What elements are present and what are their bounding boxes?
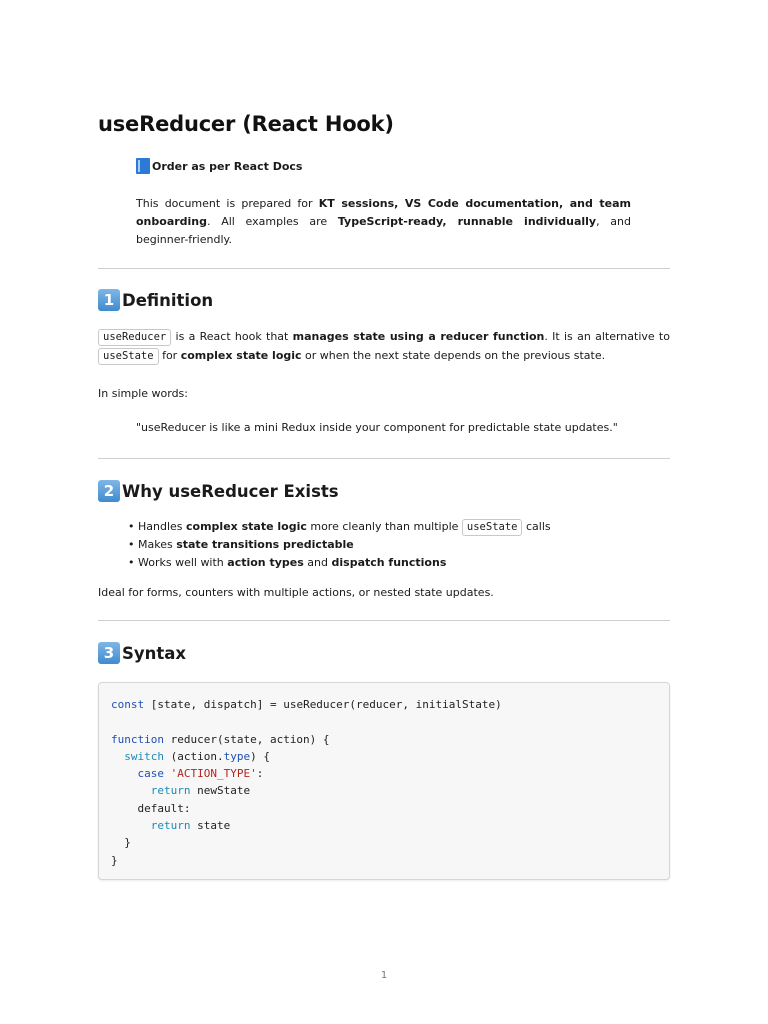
definition-text: . It is an alternative to [544, 330, 670, 343]
code-text: ) { [250, 749, 270, 763]
list-item [128, 554, 551, 572]
code-property: type [223, 749, 251, 763]
subtitle-line [136, 158, 302, 174]
bullet-text: calls [522, 520, 551, 533]
code-text: [state, dispatch] = useReducer(reducer, initialState) [144, 698, 502, 711]
code-text: (action. [164, 749, 224, 763]
bullet-text: • Works well with [128, 555, 228, 569]
code-block[interactable] [98, 682, 670, 880]
code-keyword: case [137, 767, 164, 781]
keycap-one-icon: 1 [98, 289, 120, 311]
intro-paragraph [136, 195, 631, 249]
inline-code: useState [98, 348, 159, 365]
code-keyword: function [111, 732, 164, 746]
why-bullet-list [128, 518, 551, 571]
code-keyword: const [111, 698, 145, 711]
definition-text: is a React hook that [171, 330, 293, 343]
code-text: : [256, 767, 264, 781]
code-string: 'ACTION_TYPE' [170, 767, 257, 781]
definition-text: for [158, 349, 181, 362]
bullet-text: and [303, 555, 332, 569]
section-heading-definition [98, 289, 213, 311]
section-heading-why [98, 480, 339, 502]
section-title: Definition [122, 290, 214, 310]
code-keyword: return [150, 819, 191, 833]
code-text: reducer(state, action) { [163, 732, 330, 746]
blue-book-icon [136, 158, 150, 174]
intro-text: , and beginner-friendly. [136, 215, 631, 246]
bullet-bold: action types [227, 555, 304, 569]
page-title: useReducer (React Hook) [98, 112, 394, 136]
ideal-for-text: Ideal for forms, counters with multiple actions, or nested state updates. [98, 586, 494, 599]
intro-bold: TypeScript-ready, runnable individually [337, 215, 597, 228]
bullet-text: • Makes [128, 538, 177, 551]
code-text: default: [137, 801, 191, 815]
bullet-text: more cleanly than multiple [306, 520, 462, 533]
code-text: state [190, 819, 231, 833]
list-item [128, 518, 551, 536]
bullet-text: • Handles [128, 520, 187, 533]
section-title: Why useReducer Exists [122, 481, 339, 501]
intro-text: This document is prepared for [136, 197, 319, 210]
subtitle: Order as per React Docs [152, 159, 303, 173]
inline-code: useState [462, 519, 523, 536]
intro-bold: KT sessions, VS Code documentation, and team onboarding [136, 197, 631, 228]
definition-bold: manages state using a reducer function [292, 330, 545, 343]
keycap-two-icon: 2 [98, 480, 120, 502]
code-text: } [111, 853, 118, 867]
simple-words-label: In simple words: [98, 387, 188, 400]
code-text: newState [190, 784, 251, 798]
bullet-bold: dispatch functions [331, 555, 447, 569]
definition-text: or when the next state depends on the previous state. [301, 349, 606, 362]
section-heading-syntax [98, 642, 186, 664]
code-text: } [124, 836, 131, 850]
bullet-bold: state transitions predictable [176, 538, 354, 551]
inline-code: useReducer [98, 329, 171, 346]
list-item [128, 536, 551, 554]
divider [98, 458, 670, 459]
bullet-bold: complex state logic [186, 520, 307, 533]
page-number: 1 [380, 970, 388, 981]
section-title: Syntax [122, 643, 187, 663]
divider [98, 268, 670, 269]
code-keyword: switch [124, 749, 164, 763]
quote-text: "useReducer is like a mini Redux inside your component for predictable state updates." [136, 421, 618, 434]
code-keyword: return [150, 784, 191, 798]
intro-text: . All examples are [207, 215, 338, 228]
definition-bold: complex state logic [180, 349, 302, 362]
divider [98, 620, 670, 621]
code-content [111, 696, 502, 869]
keycap-three-icon: 3 [98, 642, 120, 664]
definition-paragraph [98, 327, 670, 365]
